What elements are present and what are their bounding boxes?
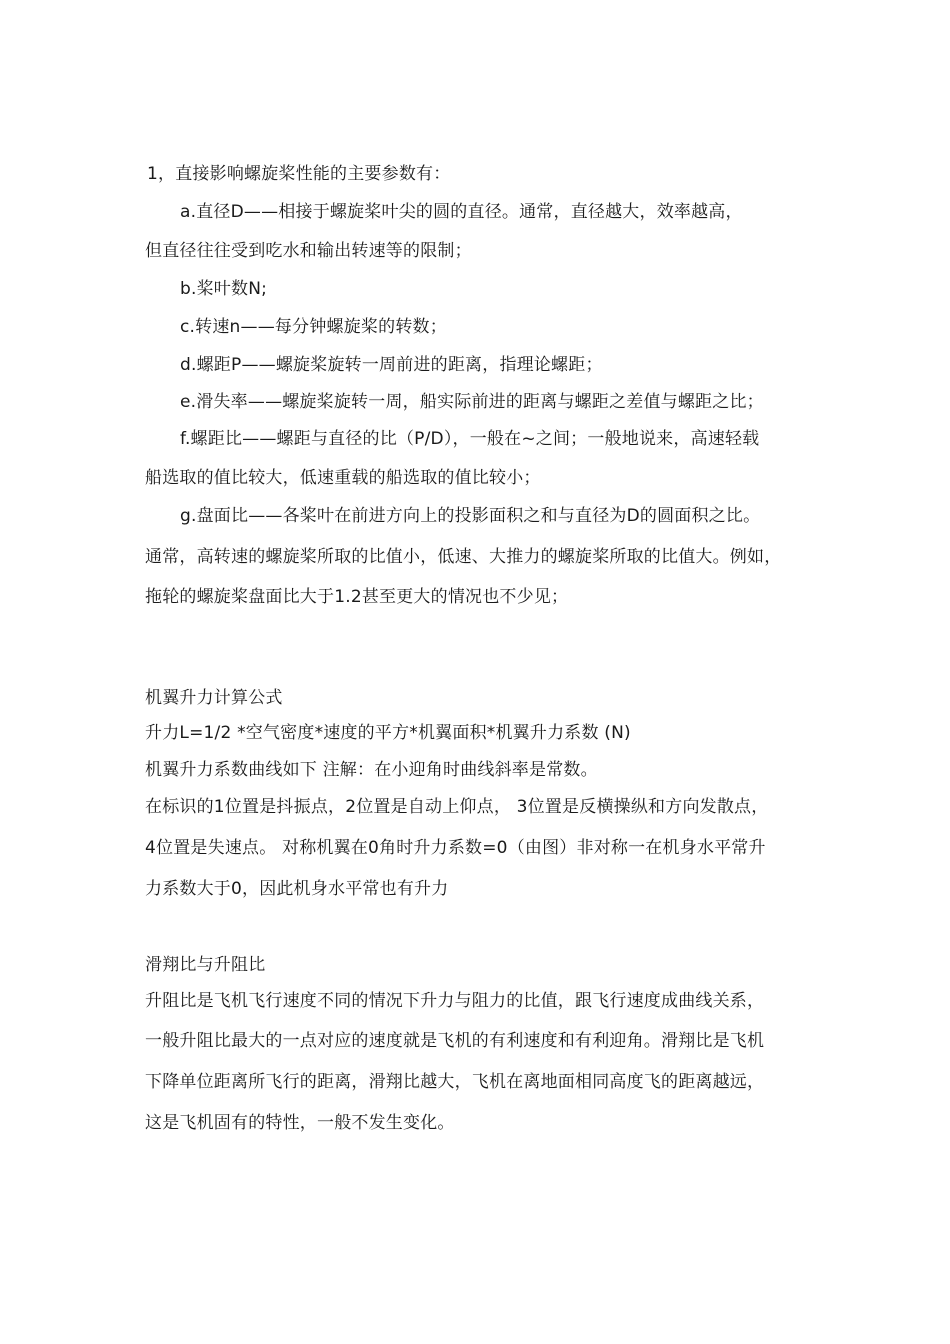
lift-points-line-2: 4位置是失速点。 对称机翼在0角时升力系数=0（由图）非对称一在机身水平常升 — [145, 838, 766, 858]
lift-formula: 升力L=1/2 *空气密度*速度的平方*机翼面积*机翼升力系数 (N) — [145, 723, 631, 743]
lift-points-line-1: 在标识的1位置是抖振点，2位置是自动上仰点， 3位置是反横操纵和方向发散点， — [145, 797, 769, 817]
propeller-section-heading: 1，直接影响螺旋桨性能的主要参数有： — [147, 164, 451, 184]
lift-curve-note: 机翼升力系数曲线如下 注解：在小迎角时曲线斜率是常数。 — [145, 760, 598, 780]
propeller-item-a: a.直径D——相接于螺旋桨叶尖的圆的直径。通常，直径越大，效率越高， — [180, 202, 743, 222]
glide-paragraph-line-1: 升阻比是飞机飞行速度不同的情况下升力与阻力的比值，跟飞行速度成曲线关系， — [145, 991, 765, 1011]
propeller-item-c: c.转速n——每分钟螺旋桨的转数； — [180, 317, 447, 337]
propeller-item-b: b.桨叶数N; — [180, 279, 268, 299]
propeller-item-g-continued-1: 通常，高转速的螺旋桨所取的比值小，低速、大推力的螺旋桨所取的比值大。例如， — [145, 547, 782, 567]
lift-section-heading: 机翼升力计算公式 — [145, 688, 283, 708]
propeller-item-g: g.盘面比——各桨叶在前进方向上的投影面积之和与直径为D的圆面积之比。 — [180, 506, 761, 526]
lift-points-line-3: 力系数大于0，因此机身水平常也有升力 — [145, 879, 449, 899]
glide-paragraph-line-3: 下降单位距离所飞行的距离，滑翔比越大，飞机在离地面相同高度飞的距离越远， — [145, 1072, 765, 1092]
propeller-item-g-continued-2: 拖轮的螺旋桨盘面比大于1.2甚至更大的情况也不少见； — [145, 587, 569, 607]
glide-section-heading: 滑翔比与升阻比 — [145, 955, 266, 975]
glide-paragraph-line-2: 一般升阻比最大的一点对应的速度就是飞机的有利速度和有利迎角。滑翔比是飞机 — [145, 1031, 765, 1051]
propeller-item-e: e.滑失率——螺旋桨旋转一周，船实际前进的距离与螺距之差值与螺距之比； — [180, 392, 764, 412]
glide-paragraph-line-4: 这是飞机固有的特性，一般不发生变化。 — [145, 1113, 455, 1133]
propeller-item-f-continued: 船选取的值比较大，低速重载的船选取的值比较小； — [145, 468, 541, 488]
propeller-item-f: f.螺距比——螺距与直径的比（P/D），一般在~之间；一般地说来，高速轻载 — [180, 429, 760, 449]
propeller-item-a-continued: 但直径往往受到吃水和输出转速等的限制； — [145, 241, 472, 261]
propeller-item-d: d.螺距P——螺旋桨旋转一周前进的距离，指理论螺距； — [180, 355, 603, 375]
